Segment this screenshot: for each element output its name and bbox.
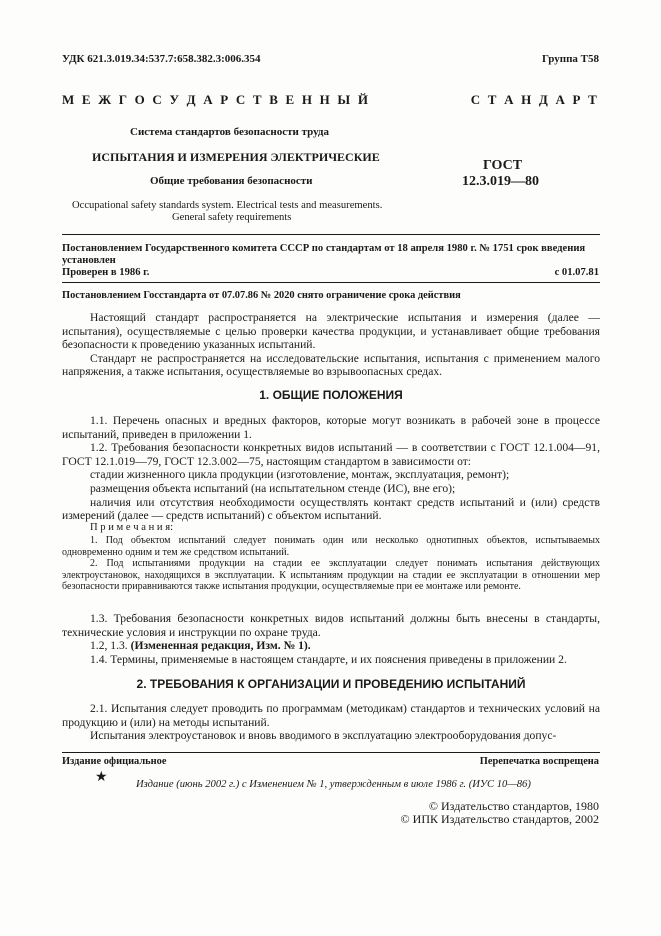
reprint-prohibited: Перепечатка воспрещена <box>479 756 599 767</box>
system-title: Система стандартов безопасности труда <box>130 126 329 138</box>
divider-decree <box>62 282 600 283</box>
checked-year: Проверен в 1986 г. <box>62 267 150 278</box>
banner-standard: С Т А Н Д А Р Т <box>470 92 599 107</box>
document-title: ИСПЫТАНИЯ И ИЗМЕРЕНИЯ ЭЛЕКТРИЧЕСКИЕ <box>92 150 380 164</box>
clause-amendment <box>62 639 600 653</box>
amendment-clauses: 1.2, 1.3. <box>90 639 128 653</box>
banner-interstate: М Е Ж Г О С У Д А Р С Т В Е Н Н Ы Й <box>62 92 371 107</box>
divider-top <box>62 234 600 235</box>
star-icon: ★ <box>95 770 108 785</box>
clause-1-2: 1.2. Требования безопасности конкретных видов испытаний — в соответствии с ГОСТ 12.1.004—91, ГОСТ 12.1.019—79, ГОСТ 12.3.002—75, настоящим стандартом в зависимости от: <box>62 441 600 468</box>
section-1-body-continued <box>62 612 600 666</box>
clause-1-1: 1.1. Перечень опасных и вредных факторов, которые могут возникать в рабочей зоне в процессе испытаний, приведен в приложении 1. <box>62 414 600 441</box>
document-subtitle: Общие требования безопасности <box>150 175 313 187</box>
gost-number: 12.3.019—80 <box>462 174 539 189</box>
intro-paragraph-2: Стандарт не распространяется на исследовательские испытания, испытания с применением малого напряжения, а также испытания, осуществляемые во взрывоопасных средах. <box>62 351 600 379</box>
copyright-1980: © Издательство стандартов, 1980 <box>428 799 599 813</box>
english-title-line2: General safety requirements <box>172 212 292 223</box>
official-edition: Издание официальное <box>62 756 167 767</box>
clause-1-2-item-c: наличия или отсутствия необходимости осуществлять контакт средств испытаний и (или) средств измерений (далее — средств испытаний) с объектом испытаний. <box>62 495 600 523</box>
section-2-body <box>62 702 600 743</box>
divider-footer <box>62 752 600 753</box>
section-1-heading: 1. ОБЩИЕ ПОЛОЖЕНИЯ <box>259 388 403 402</box>
amendment-note: (Измененная редакция, Изм. № 1). <box>130 639 311 653</box>
section-2-heading: 2. ТРЕБОВАНИЯ К ОРГАНИЗАЦИИ И ПРОВЕДЕНИЮ ИСПЫТАНИЙ <box>136 677 526 691</box>
gost-label: ГОСТ <box>483 158 523 173</box>
clause-1-4: 1.4. Термины, применяемые в настоящем стандарте, и их пояснения приведены в приложении 2. <box>90 652 567 666</box>
section-1-body <box>62 414 600 523</box>
english-title-line1: Occupational safety standards system. Electrical tests and measurements. <box>72 200 383 211</box>
decree-text: Постановлением Государственного комитета СССР по стандартам от 18 апреля 1980 г. № 1751 срок введения установлен <box>62 243 586 266</box>
edition-info: Издание (июнь 2002 г.) с Изменением № 1, утвержденным в июле 1986 г. (ИУС 10—86) <box>136 779 531 790</box>
intro-block <box>62 311 600 379</box>
udk-code: УДК 621.3.019.34:537.7:658.382.3:006.354 <box>62 53 261 65</box>
note-1: 1. Под объектом испытаний следует понимать один или несколько однотипных объектов, испытываемых одновременно одним и тем же средством испытаний. <box>62 535 600 558</box>
notes-block <box>62 535 600 593</box>
copyright-2002: © ИПК Издательство стандартов, 2002 <box>400 812 599 826</box>
clause-2-1-continued: Испытания электроустановок и вновь вводимого в эксплуатацию электрооборудования допус- <box>90 729 557 743</box>
clause-1-2-item-a: стадии жизненного цикла продукции (изготовление, монтаж, эксплуатация, ремонт); <box>90 468 510 482</box>
clause-1-2-item-b: размещения объекта испытаний (на испытательном стенде (ИС), вне его); <box>90 481 456 495</box>
notes-label: П р и м е ч а н и я: <box>90 522 174 533</box>
clause-1-3: 1.3. Требования безопасности конкретных видов испытаний должны быть внесены в стандарты, технические условия и инструкции по охране труда. <box>62 612 600 639</box>
clause-2-1: 2.1. Испытания следует проводить по программам (методикам) стандартов и технических условий на продукцию и (или) на методы испытаний. <box>62 702 600 729</box>
note-2: 2. Под испытаниями продукции на стадии ее эксплуатации следует понимать испытания действующих электроустановок, находящихся в эксплуатации. К испытаниям продукции на стадии ее эксплуатации в отношении мер безопасности приравниваются также испытания продукции, осуществляемые при ее монтаже или ремонте. <box>62 558 600 593</box>
group-code: Группа Т58 <box>541 53 599 65</box>
intro-paragraph-1: Настоящий стандарт распространяется на электрические испытания и измерения (далее — испытания), осуществляемые с целью проверки качества продукции, и устанавливает общие требования безопасности к проведению указанных испытаний. <box>62 311 600 352</box>
restriction-lifted: Постановлением Госстандарта от 07.07.86 № 2020 снято ограничение срока действия <box>62 290 461 301</box>
effective-date: с 01.07.81 <box>554 267 599 278</box>
